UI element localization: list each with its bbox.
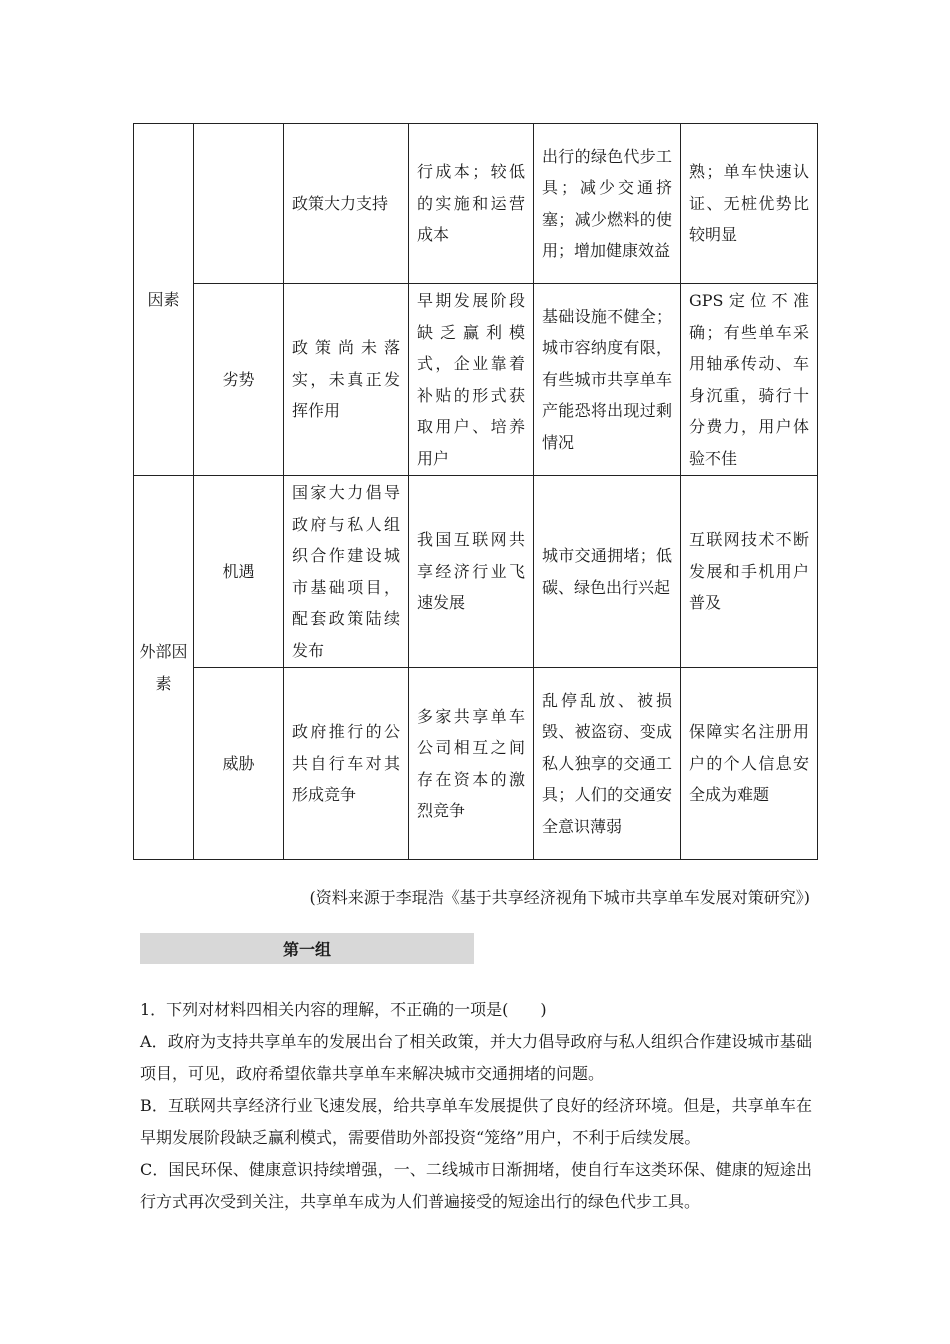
row-label: 机遇 xyxy=(194,476,284,668)
table-cell: GPS定位不准确；有些单车采用轴承传动、车身沉重，骑行十分费力，用户体验不佳 xyxy=(681,284,818,476)
group-label-lower: 外部因素 xyxy=(134,476,194,860)
table-row xyxy=(134,124,818,284)
table-cell: 政府推行的公共自行车对其形成竞争 xyxy=(284,668,409,860)
table-cell: 多家共享单车公司相互之间存在资本的激烈竞争 xyxy=(409,668,534,860)
table-cell: 城市交通拥堵；低碳、绿色出行兴起 xyxy=(534,476,681,668)
row-label xyxy=(194,124,284,284)
group-title: 第一组 xyxy=(282,940,331,959)
table-row xyxy=(134,668,818,860)
option-c[interactable]: C．国民环保、健康意识持续增强，一、二线城市日渐拥堵，使自行车这类环保、健康的短途出行方式再次受到关注，共享单车成为人们普遍接受的短途出行的绿色代步工具。 xyxy=(140,1160,812,1211)
group-label-upper: 因素 xyxy=(134,124,194,476)
table-cell: 早期发展阶段缺乏赢利模式，企业靠着补贴的形式获取用户、培养用户 xyxy=(409,284,534,476)
question-stem: 1．下列对材料四相关内容的理解，不正确的一项是( ) xyxy=(140,1000,547,1019)
table-cell: 国家大力倡导政府与私人组织合作建设城市基础项目，配套政策陆续发布 xyxy=(284,476,409,668)
table-cell: 保障实名注册用户的个人信息安全成为难题 xyxy=(681,668,818,860)
table-row xyxy=(134,476,818,668)
table-cell: 我国互联网共享经济行业飞速发展 xyxy=(409,476,534,668)
table-row xyxy=(134,284,818,476)
table-cell: 政策大力支持 xyxy=(284,124,409,284)
swot-table xyxy=(133,123,818,860)
table-cell: 熟；单车快速认证、无桩优势比较明显 xyxy=(681,124,818,284)
table-cell: 政策尚未落实，未真正发挥作用 xyxy=(284,284,409,476)
table-cell: 基础设施不健全；城市容纳度有限，有些城市共享单车产能恐将出现过剩情况 xyxy=(534,284,681,476)
option-b[interactable]: B．互联网共享经济行业飞速发展，给共享单车发展提供了良好的经济环境。但是，共享单车在早期发展阶段缺乏赢利模式，需要借助外部投资“笼络”用户，不利于后续发展。 xyxy=(140,1096,812,1147)
table-cell: 乱停乱放、被损毁、被盗窃、变成私人独享的交通工具；人们的交通安全意识薄弱 xyxy=(534,668,681,860)
group-title-bar xyxy=(140,933,474,964)
row-label: 威胁 xyxy=(194,668,284,860)
table-cell: 出行的绿色代步工具；减少交通挤塞；减少燃料的使用；增加健康效益 xyxy=(534,124,681,284)
question-block xyxy=(140,994,812,1218)
table-cell: 行成本；较低的实施和运营成本 xyxy=(409,124,534,284)
option-a[interactable]: A．政府为支持共享单车的发展出台了相关政策，并大力倡导政府与私人组织合作建设城市基础项目，可见，政府希望依靠共享单车来解决城市交通拥堵的问题。 xyxy=(140,1032,812,1083)
table-cell: 互联网技术不断发展和手机用户普及 xyxy=(681,476,818,668)
row-label: 劣势 xyxy=(194,284,284,476)
source-note: (资料来源于李琨浩《基于共享经济视角下城市共享单车发展对策研究》) xyxy=(309,888,810,907)
